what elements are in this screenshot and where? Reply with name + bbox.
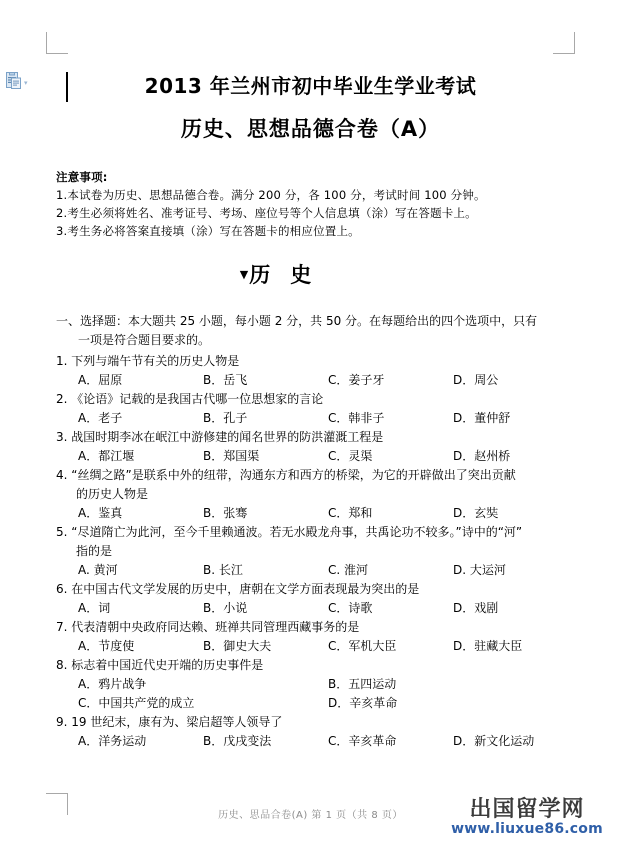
watermark-site-url: www.liuxue86.com	[451, 821, 603, 838]
question-stem	[56, 713, 599, 732]
option-b[interactable]: B．岳飞	[203, 372, 248, 387]
question-text: 在中国古代文学发展的历史中，唐朝在文学方面表现最为突出的是	[71, 581, 420, 596]
question-item	[56, 523, 599, 580]
option-d[interactable]: D．周公	[453, 372, 499, 387]
question-number: 5.	[56, 524, 68, 539]
notice-item: 3.考生务必将答案直接填（涂）写在答题卡的相应位置上。	[56, 224, 360, 239]
option-b[interactable]: B．戊戌变法	[203, 733, 272, 748]
question-text: 19 世纪末，康有为、梁启超等人领导了	[71, 714, 283, 729]
site-watermark	[441, 798, 613, 837]
question-text-continued: 指的是	[76, 543, 113, 558]
question-number: 1.	[56, 353, 68, 368]
option-row	[56, 694, 599, 713]
notice-item: 1.本试卷为历史、思想品德合卷。满分 200 分，各 100 分，考试时间 100 分钟。	[56, 188, 486, 203]
question-text-continued: 的历史人物是	[76, 486, 149, 501]
option-b[interactable]: B．御史大夫	[203, 638, 272, 653]
option-d[interactable]: D．戏剧	[453, 600, 499, 615]
option-c[interactable]: C．韩非子	[328, 410, 385, 425]
option-a[interactable]: A．节度使	[78, 638, 135, 653]
question-item	[56, 352, 599, 390]
option-row	[56, 637, 599, 656]
option-d[interactable]: D．董仲舒	[453, 410, 511, 425]
question-stem	[56, 580, 599, 599]
question-item	[56, 713, 599, 751]
question-number: 3.	[56, 429, 68, 444]
option-a[interactable]: A．鉴真	[78, 505, 123, 520]
question-text: 《论语》记载的是我国古代哪一位思想家的言论	[71, 391, 324, 406]
question-item	[56, 390, 599, 428]
section-heading-history	[0, 262, 621, 289]
option-c[interactable]: C. 淮河	[328, 562, 369, 577]
option-c[interactable]: C．军机大臣	[328, 638, 397, 653]
question-number: 4.	[56, 467, 68, 482]
option-a[interactable]: A．都江堰	[78, 448, 135, 463]
section-title-char-2: 史	[290, 263, 312, 288]
option-b[interactable]: B．郑国渠	[203, 448, 260, 463]
question-number: 7.	[56, 619, 68, 634]
option-a[interactable]: A．鸦片战争	[78, 676, 147, 691]
question-number: 9.	[56, 714, 68, 729]
instruction-line-1: 一、选择题：本大题共 25 小题，每小题 2 分，共 50 分。在每题给出的四个选项中，只有	[56, 313, 538, 328]
notice-item: 2.考生必须将姓名、准考证号、考场、座位号等个人信息填（涂）写在答题卡上。	[56, 206, 477, 221]
instruction-line-2: 一项是符合题目要求的。	[78, 332, 211, 347]
option-row	[56, 371, 599, 390]
watermark-site-name: 出国留学网	[469, 797, 585, 822]
option-row	[56, 409, 599, 428]
option-b[interactable]: B．张骞	[203, 505, 248, 520]
question-text: “丝绸之路”是联系中外的纽带，沟通东方和西方的桥梁，为它的开辟做出了突出贡献	[71, 467, 516, 482]
question-text: 代表清朝中央政府同达赖、班禅共同管理西藏事务的是	[71, 619, 360, 634]
question-stem	[56, 618, 599, 637]
question-text: 标志着中国近代史开端的历史事件是	[71, 657, 264, 672]
notice-heading: 注意事项:	[56, 170, 108, 185]
option-row	[56, 599, 599, 618]
option-row	[56, 561, 599, 580]
question-number: 2.	[56, 391, 68, 406]
option-a[interactable]: A．老子	[78, 410, 123, 425]
question-item	[56, 466, 599, 523]
page-footer: 历史、思品合卷(A) 第 1 页（共 8 页）	[218, 810, 403, 821]
section-instructions	[56, 312, 599, 350]
question-text: 下列与端午节有关的历史人物是	[71, 353, 240, 368]
question-text: “尽道隋亡为此河，至今千里赖通波。若无水殿龙舟事，共禹论功不较多。”诗中的“河”	[71, 524, 523, 539]
option-d[interactable]: D．赵州桥	[453, 448, 511, 463]
option-c[interactable]: C．辛亥革命	[328, 733, 397, 748]
option-c[interactable]: C．中国共产党的成立	[78, 695, 195, 710]
option-c[interactable]: C．郑和	[328, 505, 373, 520]
option-c[interactable]: C．姜子牙	[328, 372, 385, 387]
option-d[interactable]: D．驻藏大臣	[453, 638, 523, 653]
option-b[interactable]: B．五四运动	[328, 676, 397, 691]
question-item	[56, 580, 599, 618]
question-stem	[56, 656, 599, 675]
question-item	[56, 656, 599, 713]
option-a[interactable]: A．洋务运动	[78, 733, 147, 748]
option-row	[56, 504, 599, 523]
option-b[interactable]: B. 长江	[203, 562, 243, 577]
option-row	[56, 732, 599, 751]
option-b[interactable]: B．小说	[203, 600, 248, 615]
option-a[interactable]: A. 黄河	[78, 562, 118, 577]
question-stem	[56, 352, 599, 371]
option-b[interactable]: B．孔子	[203, 410, 248, 425]
section-title-char-1: 历	[249, 263, 271, 288]
question-item	[56, 618, 599, 656]
option-d[interactable]: D．辛亥革命	[328, 695, 398, 710]
option-row	[56, 675, 599, 694]
option-row	[56, 447, 599, 466]
question-stem	[56, 390, 599, 409]
chevron-down-icon[interactable]: ▾	[24, 78, 28, 87]
option-d[interactable]: D．玄奘	[453, 505, 499, 520]
notice-block	[56, 168, 556, 240]
option-d[interactable]: D．新文化运动	[453, 733, 535, 748]
questions-container	[0, 312, 621, 751]
exam-title-line1: 2013 年兰州市初中毕业生学业考试	[144, 74, 477, 98]
question-stem	[56, 466, 599, 504]
option-a[interactable]: A．词	[78, 600, 111, 615]
option-a[interactable]: A．屈原	[78, 372, 123, 387]
triangle-marker-icon: ▼	[239, 268, 249, 282]
option-d[interactable]: D. 大运河	[453, 562, 506, 577]
question-text: 战国时期李冰在岷江中游修建的闻名世界的防洪灌溉工程是	[71, 429, 384, 444]
question-stem	[56, 428, 599, 447]
exam-title-line2: 历史、思想品德合卷（A）	[180, 117, 441, 141]
question-number: 6.	[56, 581, 68, 596]
option-c[interactable]: C．灵渠	[328, 448, 373, 463]
question-number: 8.	[56, 657, 68, 672]
question-stem	[56, 523, 599, 561]
question-item	[56, 428, 599, 466]
option-c[interactable]: C．诗歌	[328, 600, 373, 615]
